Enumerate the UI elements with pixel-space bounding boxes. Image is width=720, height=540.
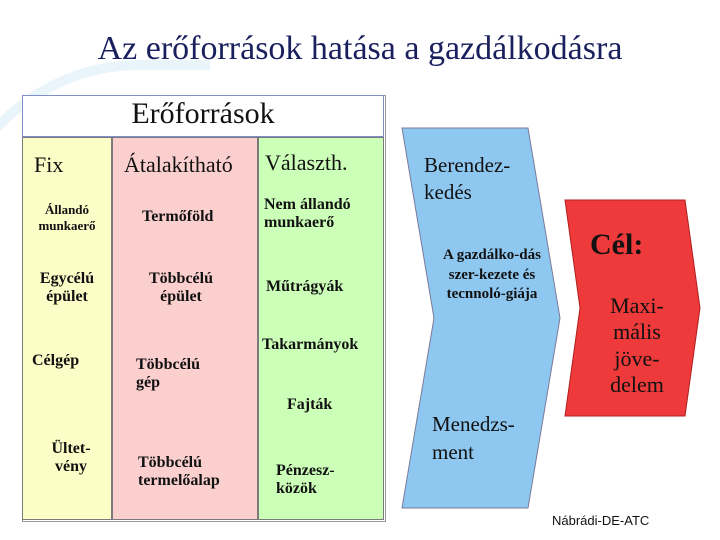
blue-arrow-top-text: Berendez-kedés bbox=[424, 153, 511, 205]
atalakithato-item: Többcélú épület bbox=[148, 270, 213, 306]
valaszthato-item: Takarmányok bbox=[262, 336, 359, 353]
resources-header: Erőforrások bbox=[131, 97, 275, 130]
credit-text: Nábrádi-DE-ATC bbox=[552, 513, 650, 528]
fix-item: Ültet-vény bbox=[51, 440, 91, 476]
column-valaszthato-heading: Választh. bbox=[265, 150, 348, 175]
fix-item: Egycélú épület bbox=[39, 270, 95, 306]
column-atalakithato-heading: Átalakítható bbox=[124, 152, 233, 177]
valaszthato-item: Fajták bbox=[287, 396, 333, 413]
atalakithato-item: Többcélú gép bbox=[136, 356, 201, 392]
fix-item: Célgép bbox=[32, 352, 80, 369]
atalakithato-item: Többcélú termelőalap bbox=[138, 454, 220, 490]
valaszthato-item: Pénzesz-közök bbox=[276, 462, 335, 498]
red-arrow-heading: Cél: bbox=[590, 228, 644, 261]
page-title: Az erőforrások hatása a gazdálkodásra bbox=[97, 30, 623, 67]
valaszthato-item: Nem állandó munkaerő bbox=[264, 196, 351, 232]
valaszthato-item: Műtrágyák bbox=[266, 278, 344, 295]
blue-arrow-bottom-text: Menedzs-ment bbox=[432, 412, 515, 465]
atalakithato-item: Termőföld bbox=[142, 208, 214, 225]
blue-arrow-middle-text: A gazdálko-dás szer-kezete és tecnnoló-giája bbox=[443, 247, 541, 302]
column-fix-heading: Fix bbox=[34, 152, 64, 177]
red-arrow-text: Maxi-mális jöve-delem bbox=[610, 293, 664, 398]
fix-item: Állandó munkaerő bbox=[38, 202, 96, 233]
